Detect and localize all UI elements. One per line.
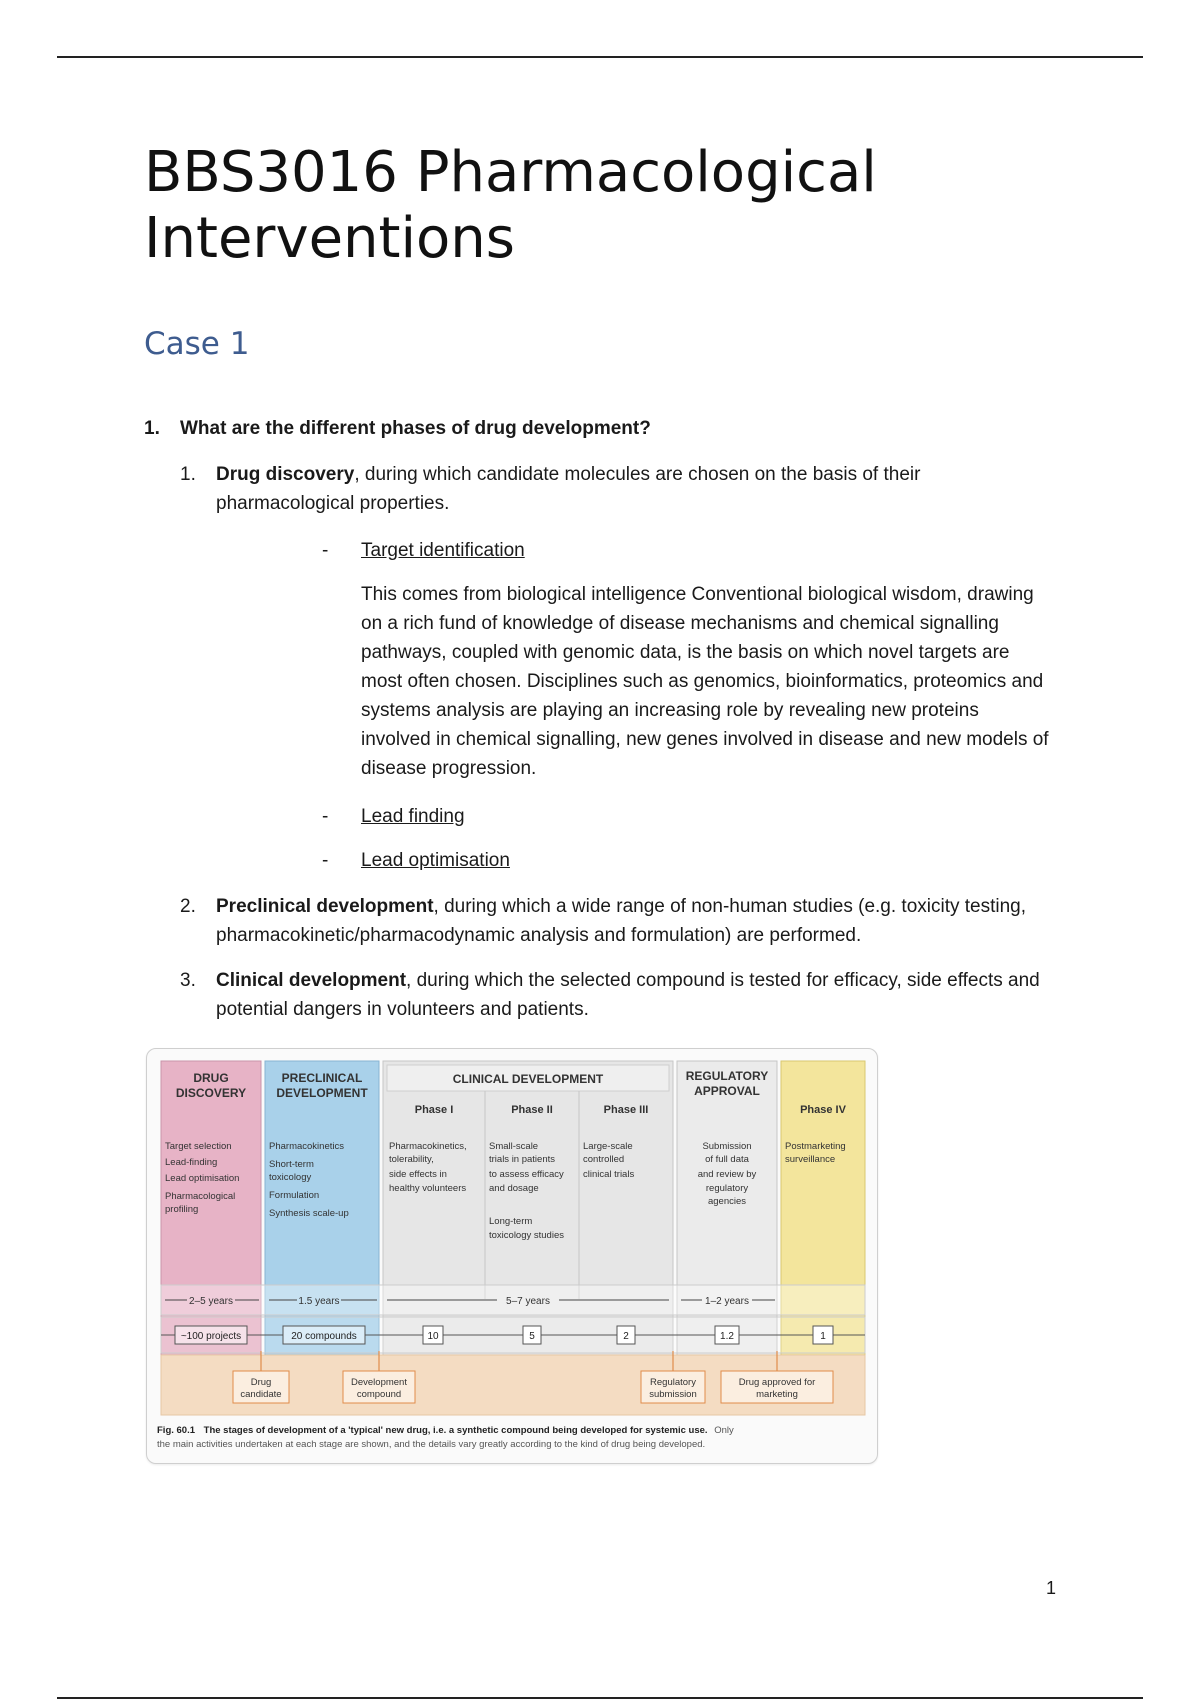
section-heading: Case 1 [144, 326, 250, 362]
activity: and review by [697, 1169, 757, 1180]
count-compounds: 20 compounds [291, 1331, 357, 1342]
caption-rest-1: Only [714, 1425, 734, 1436]
activity: tolerability, [389, 1154, 434, 1165]
bullet-dash: - [322, 850, 329, 871]
figure-caption-line1 [157, 1425, 734, 1436]
activity: Pharmacokinetics, [389, 1141, 467, 1152]
activity: Large-scale [583, 1141, 633, 1152]
header-preclinical-1: PRECLINICAL [281, 1071, 363, 1085]
activity: Lead-finding [165, 1157, 218, 1168]
activity: Pharmacokinetics [269, 1141, 344, 1152]
milestone-text: Development [351, 1377, 407, 1388]
activity: Lead optimisation [165, 1173, 240, 1184]
list-item [216, 460, 1046, 518]
activity: clinical trials [583, 1169, 635, 1180]
target-identification-paragraph: This comes from biological intelligence Conventional biological wisdom, drawing on a rich fund of knowledge of disease mechanisms and chemical signalling pathways, coupled with genomic data, is the basis on which novel targets are most often chosen. Disciplines such as genomics, bioinformatics, proteomics and systems analysis are playing an increasing role by revealing new proteins involved in chemical signalling, new genes involved in disease and new models of disease progression. [361, 584, 1049, 779]
caption-rest-2: the main activities undertaken at each stage are shown, and the details vary greatly according to the kind of drug being developed. [157, 1439, 706, 1450]
question-number: 1. [144, 418, 160, 439]
header-regulatory-2: APPROVAL [694, 1084, 760, 1098]
count-phase2: 5 [529, 1331, 535, 1342]
milestone-text: compound [356, 1389, 402, 1400]
activity: Long-term [489, 1216, 533, 1227]
caption-bold: The stages of development of a 'typical' new drug, i.e. a synthetic compound being developed for systemic use. [203, 1425, 708, 1436]
duration-regulatory: 1–2 years [705, 1296, 749, 1307]
milestone-text: marketing [756, 1389, 798, 1400]
item-description: , during which the selected compound is tested for efficacy, side effects and potential dangers in volunteers and patients. [216, 970, 1040, 1020]
subitem-lead-optimisation: Lead optimisation [361, 850, 510, 871]
activity: side effects in [389, 1169, 447, 1180]
item-term: Drug discovery [216, 464, 355, 485]
drug-development-figure [146, 1048, 878, 1464]
activity: of full data [705, 1154, 749, 1165]
count-phase1: 10 [427, 1331, 439, 1342]
item-number: 3. [180, 970, 196, 991]
activity: Postmarketing [785, 1141, 846, 1152]
header-clinical: CLINICAL DEVELOPMENT [452, 1072, 604, 1086]
activity: Formulation [269, 1190, 320, 1201]
activity: controlled [583, 1154, 625, 1165]
subitem-target-identification: Target identification [361, 540, 525, 561]
count-approved: 1 [820, 1331, 826, 1342]
duration-discovery: 2–5 years [189, 1296, 233, 1307]
activity: profiling [165, 1204, 199, 1215]
list-item [216, 966, 1066, 1024]
bullet-dash: - [322, 806, 329, 827]
duration-preclinical: 1.5 years [298, 1296, 340, 1307]
activity: agencies [707, 1196, 747, 1207]
duration-clinical: 5–7 years [506, 1296, 550, 1307]
item-description: , during which a wide range of non-human studies (e.g. toxicity testing, pharmacokinetic/pharmacodynamic analysis and formulation) are performed. [216, 896, 1027, 946]
page-number: 1 [1046, 1578, 1057, 1598]
header-phase3: Phase III [603, 1104, 649, 1116]
activity: Pharmacological [165, 1191, 236, 1202]
activity: trials in patients [489, 1154, 556, 1165]
count-regulatory: 1.2 [720, 1331, 734, 1342]
activity: and dosage [489, 1183, 539, 1194]
figure-diagram [147, 1049, 877, 1463]
count-projects: ~100 projects [180, 1331, 242, 1342]
header-phase4: Phase IV [800, 1104, 846, 1116]
question-text: What are the different phases of drug development? [180, 418, 651, 439]
item-number: 2. [180, 896, 196, 917]
milestone-text: submission [649, 1389, 697, 1400]
header-preclinical-2: DEVELOPMENT [276, 1086, 368, 1100]
activity: to assess efficacy [489, 1169, 564, 1180]
activity: surveillance [785, 1154, 836, 1165]
milestone-text: Drug approved for [738, 1377, 816, 1388]
activity: regulatory [705, 1183, 749, 1194]
page-title: BBS3016 Pharmacological Interventions [144, 140, 877, 271]
activity: Synthesis scale-up [269, 1208, 349, 1219]
activity: toxicology [269, 1172, 312, 1183]
header-phase2: Phase II [511, 1104, 553, 1116]
milestone-text: Regulatory [650, 1377, 696, 1388]
caption-label: Fig. 60.1 [157, 1425, 196, 1436]
list-item [216, 892, 1046, 950]
activity: Short-term [269, 1159, 314, 1170]
top-rule [57, 56, 1143, 58]
header-phase1: Phase I [414, 1104, 454, 1116]
milestone-text: Drug [250, 1377, 272, 1388]
header-drug-discovery-1: DRUG [193, 1071, 229, 1085]
item-description: , during which candidate molecules are chosen on the basis of their pharmacological properties. [216, 464, 921, 514]
subitem-lead-finding: Lead finding [361, 806, 465, 827]
header-drug-discovery-2: DISCOVERY [175, 1086, 247, 1100]
milestone-text: candidate [240, 1389, 282, 1400]
activity: healthy volunteers [389, 1183, 467, 1194]
item-number: 1. [180, 464, 196, 485]
count-phase3: 2 [623, 1331, 629, 1342]
item-term: Clinical development [216, 970, 407, 991]
item-term: Preclinical development [216, 896, 434, 917]
activity: toxicology studies [489, 1230, 564, 1241]
header-regulatory-1: REGULATORY [685, 1069, 769, 1083]
activity: Target selection [165, 1141, 232, 1152]
activity: Submission [702, 1141, 752, 1152]
bullet-dash: - [322, 540, 329, 561]
bottom-rule [57, 1697, 1143, 1699]
activity: Small-scale [489, 1141, 539, 1152]
